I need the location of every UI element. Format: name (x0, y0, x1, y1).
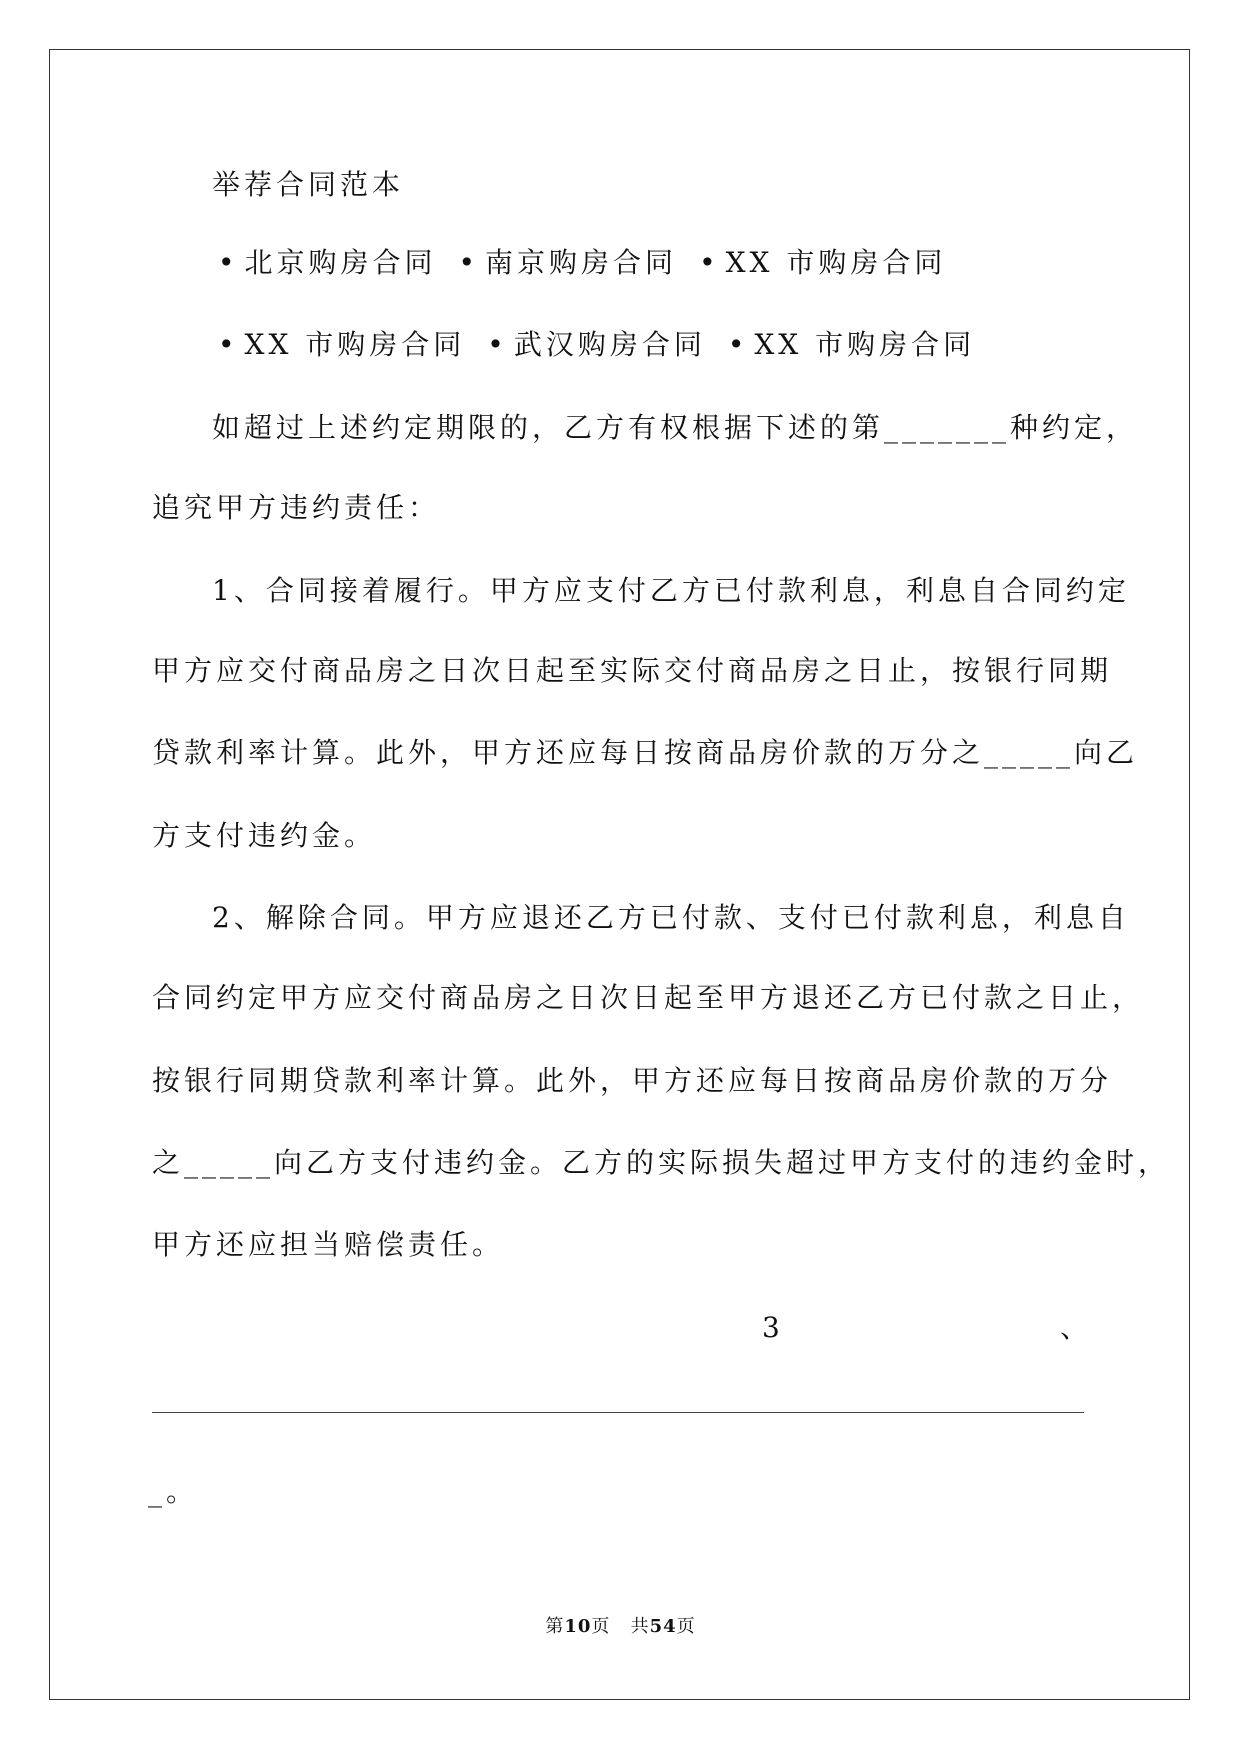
clause1-line-1: 1、合同接着履行。甲方应支付乙方已付款利息，利息自合同约定 (212, 574, 1130, 607)
clause2-line-4: 之_____向乙方支付违约金。乙方的实际损失超过甲方支付的违约金时， (152, 1146, 1171, 1179)
clause2-line-1: 2、解除合同。甲方应退还乙方已付款、支付已付款利息，利息自 (212, 901, 1130, 934)
intro-line-1: 如超过上述约定期限的，乙方有权根据下述的第_______种约定， (212, 411, 1139, 444)
recommended-link-beijing[interactable]: • 北京购房合同 (218, 246, 437, 279)
clause3-blank-line (152, 1412, 1084, 1413)
clause2-line-3: 按银行同期贷款利率计算。此外，甲方还应每日按商品房价款的万分 (152, 1064, 1113, 1097)
recommended-link-xx-2[interactable]: • XX 市购房合同 (218, 328, 466, 361)
recommended-heading: 举荐合同范本 (212, 168, 405, 201)
total-page-number: 54 (649, 1616, 677, 1637)
recommended-link-xx-3[interactable]: • XX 市购房合同 (727, 328, 976, 361)
intro-line-2: 追究甲方违约责任： (152, 491, 441, 524)
page-frame (49, 49, 1190, 1700)
clause3-number: 3 (762, 1311, 784, 1344)
recommended-link-nanjing[interactable]: • 南京购房合同 (458, 246, 678, 279)
clause1-line-2: 甲方应交付商品房之日次日起至实际交付商品房之日止，按银行同期 (152, 654, 1113, 687)
recommended-link-wuhan[interactable]: • 武汉购房合同 (487, 328, 706, 361)
clause3-tail: _。 (148, 1475, 199, 1508)
recommended-row-2 (218, 327, 997, 363)
recommended-row-1 (218, 245, 968, 281)
clause2-line-2: 合同约定甲方应交付商品房之日次日起至甲方退还乙方已付款之日止， (152, 981, 1145, 1014)
clause2-line-5: 甲方还应担当赔偿责任。 (152, 1228, 505, 1261)
clause3-separator: 、 (1060, 1311, 1093, 1344)
clause1-line-4: 方支付违约金。 (152, 819, 377, 852)
recommended-link-xx-1[interactable]: • XX 市购房合同 (699, 246, 947, 279)
page-footer: 第10页 共54页 (545, 1616, 696, 1637)
current-page-number: 10 (564, 1616, 592, 1637)
clause1-line-3: 贷款利率计算。此外，甲方还应每日按商品房价款的万分之_____向乙 (152, 736, 1139, 769)
